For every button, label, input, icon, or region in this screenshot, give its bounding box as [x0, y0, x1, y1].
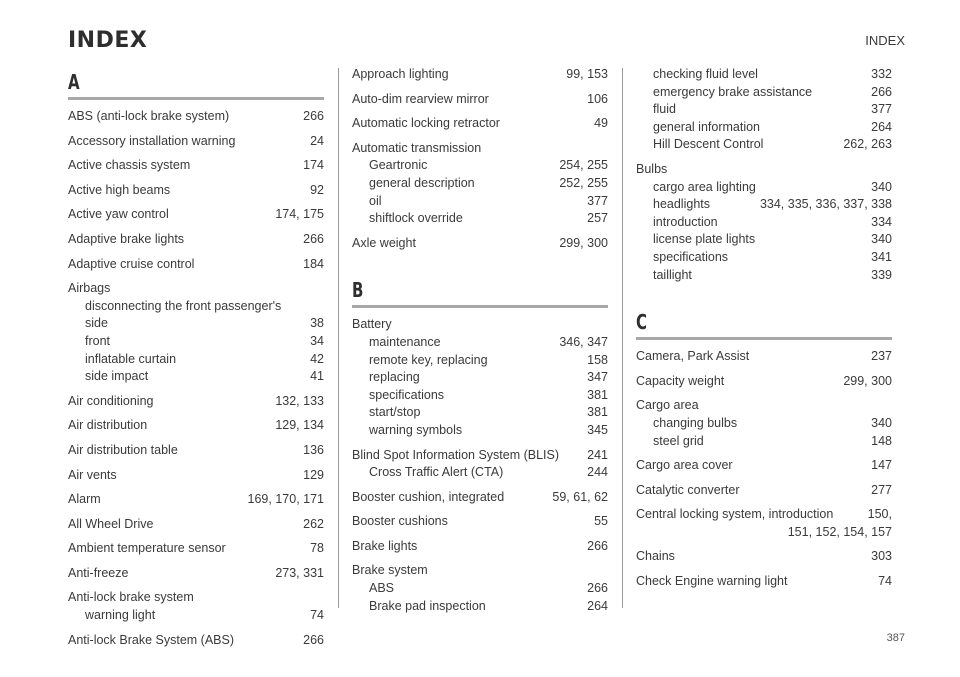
entry-row	[68, 182, 324, 200]
subentry-row	[369, 580, 608, 598]
index-column-1	[68, 66, 324, 649]
entry-row	[352, 562, 608, 580]
subentry-term: side impact	[85, 369, 149, 384]
entry-pages: 136	[303, 442, 324, 457]
entry-row	[636, 482, 892, 500]
subentry-term: remote key, replacing	[369, 352, 488, 367]
entry-term: Automatic transmission	[352, 140, 482, 155]
entry-term: Anti-lock Brake System (ABS)	[68, 632, 235, 647]
subentry-pages: 334	[871, 214, 892, 229]
subentry-pages: 339	[871, 267, 892, 282]
entry-pages: 129, 134	[275, 418, 324, 433]
subentry-pages: 377	[871, 102, 892, 117]
entry-pages: 299, 300	[843, 373, 892, 388]
subentries	[68, 607, 324, 625]
entry-term: Chains	[636, 549, 675, 564]
entry-term: Booster cushions	[352, 514, 448, 529]
subentry-row	[653, 231, 892, 249]
subentry-pages: 38	[310, 316, 324, 331]
entry-term: Accessory installation warning	[68, 133, 236, 148]
entry-pages: 106	[587, 91, 608, 106]
subentry-pages: 347	[587, 370, 608, 385]
index-entry	[352, 489, 608, 507]
subentry-term: shiftlock override	[369, 211, 463, 226]
subentry-row	[653, 84, 892, 102]
entry-row	[352, 316, 608, 334]
entry-term: Battery	[352, 317, 392, 332]
index-entry	[636, 548, 892, 566]
entry-term: Air vents	[68, 467, 117, 482]
subentries	[636, 415, 892, 450]
entry-row	[68, 393, 324, 411]
subentry-row	[369, 422, 608, 440]
subentry-term: start/stop	[369, 405, 421, 420]
index-entry	[352, 115, 608, 133]
entry-row	[68, 256, 324, 274]
subentry-pages: 377	[587, 193, 608, 208]
entry-pages: 303	[871, 549, 892, 564]
entry-row	[352, 513, 608, 531]
subentry-term: changing bulbs	[653, 415, 738, 430]
entry-term: Approach lighting	[352, 67, 449, 81]
entry-term: Check Engine warning light	[636, 574, 788, 589]
subentry-term: disconnecting the front passenger's	[85, 298, 282, 313]
index-entry	[636, 373, 892, 391]
subentry-term: license plate lights	[653, 232, 756, 247]
entry-pages: 78	[310, 541, 324, 556]
entry-row	[352, 91, 608, 109]
index-entry	[636, 348, 892, 366]
entry-row	[68, 133, 324, 151]
letter-heading	[352, 278, 608, 308]
entry-pages: 132, 133	[275, 393, 324, 408]
subentry-row	[85, 333, 324, 351]
entry-term: Cargo area cover	[636, 458, 733, 473]
entry-pages: 241	[587, 447, 608, 462]
entry-row	[636, 506, 892, 524]
running-head: INDEX	[865, 33, 905, 48]
subentry-pages: 346, 347	[559, 334, 608, 349]
subentry-row	[653, 196, 892, 214]
index-entry	[68, 565, 324, 583]
index-entry	[68, 157, 324, 175]
subentry-row	[653, 415, 892, 433]
entry-term: Catalytic converter	[636, 482, 740, 497]
entry-pages: 184	[303, 256, 324, 271]
subentry-row	[85, 351, 324, 369]
index-entry	[68, 467, 324, 485]
entry-pages: 266	[587, 538, 608, 553]
entry-row	[68, 589, 324, 607]
entry-pages: 92	[310, 182, 324, 197]
index-entry	[352, 538, 608, 556]
entry-pages: 277	[871, 482, 892, 497]
index-entry	[636, 573, 892, 591]
entry-row	[68, 467, 324, 485]
subentry-row	[369, 387, 608, 405]
entry-pages: 49	[594, 116, 608, 131]
entry-row	[352, 66, 608, 84]
subentry-term: steel grid	[653, 433, 704, 448]
entry-pages: 174	[303, 158, 324, 173]
entry-pages: 129	[303, 467, 324, 482]
entry-term: Alarm	[68, 492, 101, 507]
subentry-term: maintenance	[369, 334, 441, 349]
entry-term: Air conditioning	[68, 393, 154, 408]
entry-term: Axle weight	[352, 235, 416, 250]
subentry-term: side	[85, 316, 108, 331]
entry-term: All Wheel Drive	[68, 516, 154, 531]
entry-term: Capacity weight	[636, 373, 725, 388]
index-entry	[68, 108, 324, 126]
subentry-term: front	[85, 333, 111, 348]
subentry-row	[653, 136, 892, 154]
entry-pages	[602, 316, 608, 334]
subentry-term: specifications	[653, 249, 729, 264]
subentry-pages: 334, 335, 336, 337, 338	[759, 197, 892, 212]
subentry-pages: 381	[587, 387, 608, 402]
entry-term: Anti-freeze	[68, 565, 129, 580]
section-letter: A	[68, 70, 80, 94]
index-column-2	[352, 66, 608, 615]
entry-pages: 59, 61, 62	[552, 489, 608, 504]
subentry-row	[653, 101, 892, 119]
subentry-pages: 340	[871, 232, 892, 247]
entry-row	[352, 447, 608, 465]
entry-row	[636, 573, 892, 591]
entry-row	[352, 538, 608, 556]
index-entry	[636, 66, 892, 154]
subentry-pages: 74	[310, 608, 324, 623]
column-divider	[622, 68, 623, 608]
subentry-pages: 244	[587, 465, 608, 480]
section-letter: C	[636, 310, 648, 335]
subentry-row	[369, 369, 608, 387]
subentry-term: Cross Traffic Alert (CTA)	[369, 465, 504, 480]
subentry-pages: 332	[871, 67, 892, 81]
column-divider	[338, 68, 339, 608]
entry-term: Camera, Park Assist	[636, 349, 750, 364]
subentry-pages: 148	[871, 433, 892, 448]
entry-pages	[602, 562, 608, 580]
subentry-pages: 345	[587, 422, 608, 437]
entry-row	[352, 235, 608, 253]
subentry-row	[85, 298, 324, 316]
index-entry	[68, 231, 324, 249]
subentry-row	[653, 179, 892, 197]
subentry-row	[369, 598, 608, 616]
subentry-row	[653, 249, 892, 267]
index-entry	[68, 133, 324, 151]
index-entry	[68, 632, 324, 650]
entry-row	[68, 280, 324, 298]
index-entry	[68, 182, 324, 200]
subentry-term: warning light	[85, 608, 156, 623]
subentry-term: fluid	[653, 102, 676, 117]
entry-row	[68, 206, 324, 224]
entry-pages: 99, 153	[566, 67, 608, 81]
index-column-3	[636, 66, 892, 591]
subentry-pages: 264	[587, 598, 608, 613]
index-entry	[68, 417, 324, 435]
index-entry	[68, 540, 324, 558]
index-entry	[68, 393, 324, 411]
index-entry	[68, 206, 324, 224]
subentry-pages: 41	[310, 369, 324, 384]
entry-term: Air distribution	[68, 418, 148, 433]
entry-pages	[318, 280, 324, 298]
entry-pages: 24	[310, 133, 324, 148]
entry-row	[68, 565, 324, 583]
subentry-term: replacing	[369, 370, 420, 385]
subentry-row	[369, 404, 608, 422]
entry-pages: 169, 170, 171	[247, 492, 324, 507]
subentry-row	[369, 464, 608, 482]
subentry-row	[369, 193, 608, 211]
entry-term: Bulbs	[636, 161, 668, 176]
entry-row	[68, 632, 324, 650]
entry-term: Active chassis system	[68, 158, 191, 173]
subentry-pages: 266	[587, 581, 608, 596]
subentries	[352, 334, 608, 440]
subentry-row	[85, 607, 324, 625]
entry-row	[68, 540, 324, 558]
entry-term: Brake lights	[352, 538, 418, 553]
subentry-row	[85, 368, 324, 386]
entry-term: Brake system	[352, 563, 428, 578]
entry-pages: 55	[594, 514, 608, 529]
subentry-pages: 158	[587, 352, 608, 367]
index-entry	[68, 280, 324, 386]
entry-pages: 266	[303, 632, 324, 647]
subentry-pages	[318, 298, 324, 316]
subentry-pages: 341	[871, 249, 892, 264]
subentry-pages: 264	[871, 119, 892, 134]
entry-pages	[602, 140, 608, 158]
letter-heading	[68, 70, 324, 100]
entry-pages: 266	[303, 231, 324, 246]
subentry-row	[653, 433, 892, 451]
entry-pages-continuation: 151, 152, 154, 157	[787, 524, 892, 539]
index-entry	[636, 457, 892, 475]
entry-row	[68, 516, 324, 534]
index-entry	[352, 91, 608, 109]
subentries	[352, 464, 608, 482]
index-entry	[352, 562, 608, 615]
subentry-term: ABS	[369, 581, 395, 596]
subentry-row	[85, 315, 324, 333]
subentry-term: Geartronic	[369, 158, 428, 173]
subentries	[636, 66, 892, 154]
subentry-pages: 266	[871, 84, 892, 99]
entry-row	[636, 457, 892, 475]
subentry-row	[369, 334, 608, 352]
entry-pages: 299, 300	[559, 235, 608, 250]
index-entry	[636, 397, 892, 450]
subentry-term: introduction	[653, 214, 718, 229]
entry-term: Automatic locking retractor	[352, 116, 500, 131]
entry-term: Central locking system, introduction	[636, 507, 834, 522]
section-rule	[636, 337, 892, 340]
index-entry	[352, 140, 608, 228]
subentry-row	[653, 267, 892, 285]
subentries	[352, 580, 608, 615]
subentry-pages: 34	[310, 333, 324, 348]
section-rule	[352, 305, 608, 308]
entry-row	[352, 489, 608, 507]
entry-term: Blind Spot Information System (BLIS)	[352, 447, 560, 462]
subentry-pages: 42	[310, 351, 324, 366]
index-entry	[352, 447, 608, 482]
subentry-row	[369, 210, 608, 228]
index-entry	[352, 235, 608, 253]
subentry-term: Brake pad inspection	[369, 598, 486, 613]
entry-row	[636, 161, 892, 179]
entry-row	[68, 108, 324, 126]
subentry-term: oil	[369, 193, 382, 208]
index-entry	[636, 161, 892, 284]
entry-term: Anti-lock brake system	[68, 590, 194, 605]
subentry-term: specifications	[369, 387, 445, 402]
subentry-term: emergency brake assistance	[653, 84, 813, 99]
entry-row	[352, 115, 608, 133]
entry-term: Auto-dim rearview mirror	[352, 91, 489, 106]
subentry-term: headlights	[653, 197, 710, 212]
entry-pages	[886, 397, 892, 415]
subentry-row	[653, 66, 892, 84]
entry-row	[68, 157, 324, 175]
subentry-term: general information	[653, 119, 761, 134]
index-entry	[68, 491, 324, 509]
subentry-pages: 257	[587, 211, 608, 226]
subentry-row	[369, 175, 608, 193]
entry-term: Adaptive cruise control	[68, 256, 195, 271]
entry-row	[68, 417, 324, 435]
section-letter: B	[352, 278, 364, 303]
subentry-pages: 340	[871, 179, 892, 194]
entry-row	[636, 373, 892, 391]
subentry-row	[369, 352, 608, 370]
entry-pages: 174, 175	[275, 207, 324, 222]
entry-row	[352, 140, 608, 158]
letter-heading	[636, 310, 892, 340]
entry-term: Ambient temperature sensor	[68, 541, 226, 556]
entry-term: Airbags	[68, 281, 111, 296]
entry-term: Cargo area	[636, 398, 699, 413]
section-rule	[68, 97, 324, 100]
subentries	[352, 157, 608, 227]
entry-row	[68, 442, 324, 460]
index-entry	[68, 589, 324, 624]
entry-pages	[318, 589, 324, 607]
index-entry	[352, 316, 608, 439]
subentries	[68, 298, 324, 386]
entry-pages: 237	[871, 349, 892, 364]
entry-pages: 147	[871, 458, 892, 473]
index-entry	[68, 516, 324, 534]
entry-pages: 74	[878, 574, 892, 589]
entry-row	[636, 548, 892, 566]
entry-term: Adaptive brake lights	[68, 231, 185, 246]
index-entry	[68, 256, 324, 274]
index-entry	[636, 482, 892, 500]
subentry-term: checking fluid level	[653, 67, 758, 81]
index-entry	[636, 506, 892, 541]
subentry-row	[369, 157, 608, 175]
subentry-pages: 254, 255	[559, 158, 608, 173]
subentry-pages: 381	[587, 405, 608, 420]
entry-pages: 262	[303, 516, 324, 531]
entry-pages: 273, 331	[275, 565, 324, 580]
subentry-row	[653, 119, 892, 137]
entry-pages	[886, 161, 892, 179]
page-number: 387	[886, 632, 905, 644]
subentries	[636, 179, 892, 285]
entry-term: Active high beams	[68, 182, 171, 197]
entry-term: Air distribution table	[68, 442, 178, 457]
entry-term: Booster cushion, integrated	[352, 489, 505, 504]
entry-term: ABS (anti-lock brake system)	[68, 109, 230, 123]
subentry-term: general description	[369, 175, 475, 190]
entry-row	[68, 231, 324, 249]
entry-term: Active yaw control	[68, 207, 169, 222]
index-entry	[352, 513, 608, 531]
index-entry	[68, 442, 324, 460]
entry-pages: 150,	[867, 507, 892, 522]
subentry-pages: 262, 263	[843, 137, 892, 152]
subentry-term: inflatable curtain	[85, 351, 177, 366]
page-title: INDEX	[68, 28, 148, 53]
subentry-pages: 252, 255	[559, 175, 608, 190]
index-entry	[352, 66, 608, 84]
subentry-pages: 340	[871, 415, 892, 430]
subentry-row	[653, 214, 892, 232]
subentry-term: warning symbols	[369, 422, 463, 437]
entry-row	[636, 348, 892, 366]
subentry-term: taillight	[653, 267, 692, 282]
entry-pages: 266	[303, 109, 324, 123]
subentry-term: cargo area lighting	[653, 179, 756, 194]
subentry-term: Hill Descent Control	[653, 137, 764, 152]
entry-row	[68, 491, 324, 509]
entry-row	[636, 397, 892, 415]
